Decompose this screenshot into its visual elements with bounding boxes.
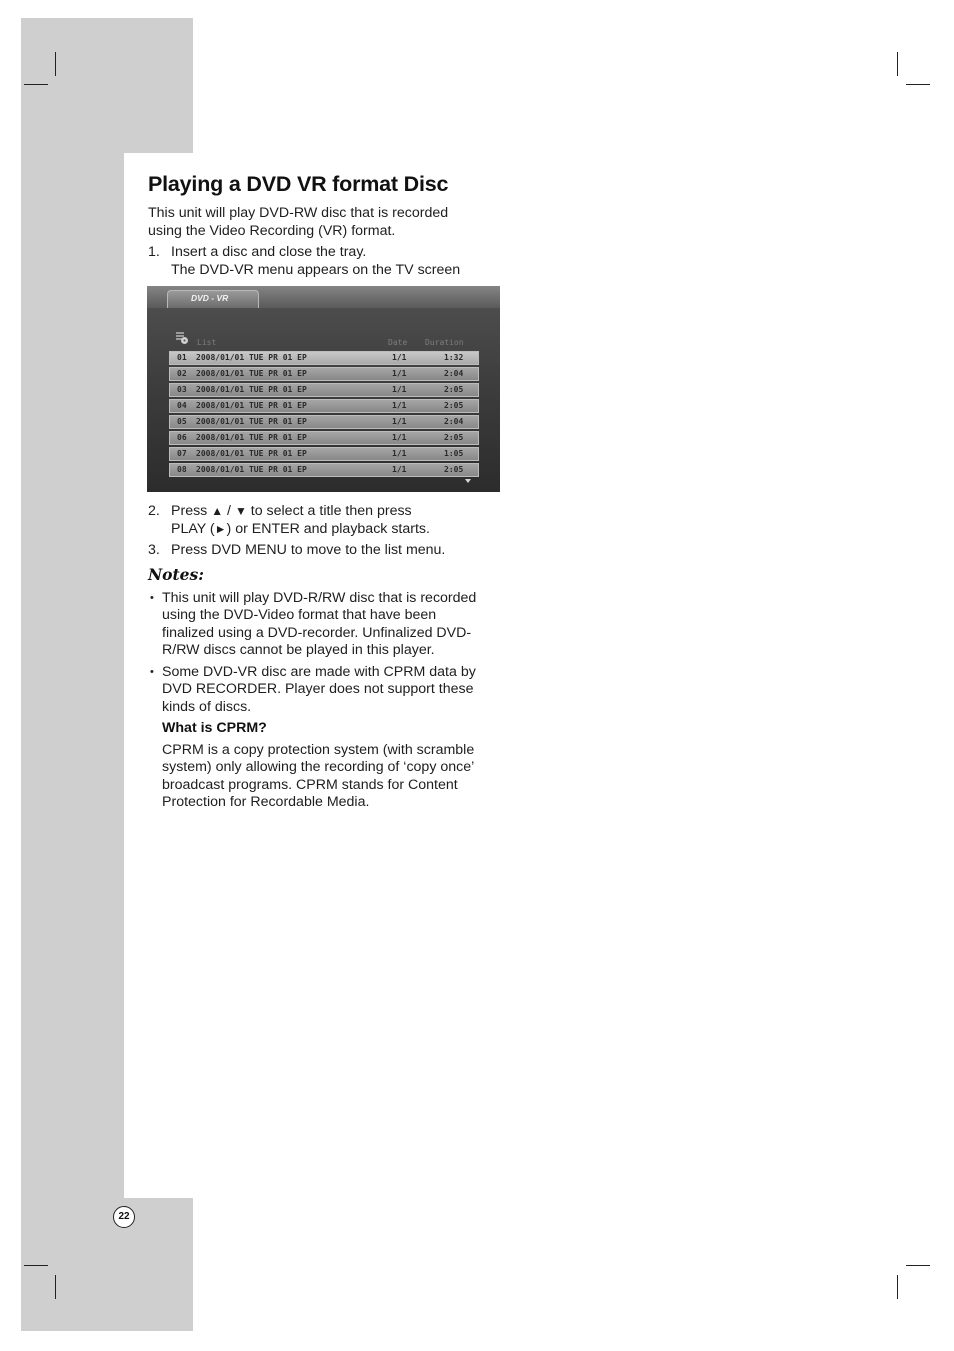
- step-line: [171, 521, 430, 539]
- row-duration: 2:04: [444, 417, 464, 426]
- step-text: to select a title then press: [246, 503, 412, 519]
- title-row[interactable]: [169, 463, 479, 477]
- note-line: Some DVD-VR disc are made with CPRM data by: [162, 664, 476, 680]
- crop-mark: [55, 1275, 56, 1299]
- duration-header: Duration: [425, 338, 464, 347]
- cprm-line: system) only allowing the recording of ‘copy once’: [162, 759, 475, 776]
- row-number: 06: [177, 433, 187, 442]
- row-title: 2008/01/01 TUE PR 01 EP: [196, 465, 307, 474]
- row-title: 2008/01/01 TUE PR 01 EP: [196, 433, 307, 442]
- disc-list-icon: [175, 331, 189, 345]
- down-arrow-icon: ▼: [234, 504, 247, 518]
- menu-tab-label: DVD - VR: [191, 293, 229, 303]
- cprm-paragraph: [162, 742, 474, 811]
- title-row[interactable]: [169, 351, 479, 365]
- crop-mark: [897, 1275, 898, 1299]
- crop-mark: [24, 1265, 48, 1266]
- bullet-icon: •: [150, 592, 154, 604]
- step-line: [171, 503, 430, 521]
- step-text: ) or ENTER and playback starts.: [226, 520, 430, 537]
- crop-mark: [906, 84, 930, 85]
- crop-mark: [24, 84, 48, 85]
- row-duration: 2:05: [444, 385, 464, 394]
- margin-band-top: [21, 18, 193, 153]
- title-row[interactable]: [169, 431, 479, 445]
- row-date: 1/1: [392, 465, 407, 474]
- row-duration: 2:05: [444, 465, 464, 474]
- step-text: PLAY (: [171, 520, 215, 537]
- margin-band-side: [21, 153, 124, 1198]
- up-arrow-icon: ▲: [211, 504, 224, 518]
- cprm-heading: What is CPRM?: [162, 720, 267, 736]
- row-title: 2008/01/01 TUE PR 01 EP: [196, 401, 307, 410]
- row-number: 05: [177, 417, 187, 426]
- row-date: 1/1: [392, 385, 407, 394]
- page-title: Playing a DVD VR format Disc: [148, 172, 449, 196]
- step-line: The DVD-VR menu appears on the TV screen: [171, 261, 461, 278]
- play-icon: ►: [214, 521, 227, 536]
- title-row[interactable]: [169, 383, 479, 397]
- step-line: Press DVD MENU to move to the list menu.: [171, 542, 446, 558]
- crop-mark: [897, 52, 898, 76]
- note-line: R/RW discs cannot be played in this player.: [162, 641, 435, 658]
- notes-heading: Notes:: [148, 565, 204, 584]
- crop-mark: [906, 1265, 930, 1266]
- intro-paragraph: [148, 205, 448, 240]
- row-title: 2008/01/01 TUE PR 01 EP: [196, 353, 307, 362]
- row-date: 1/1: [392, 433, 407, 442]
- note-line: using the DVD-Video format that have been: [162, 607, 437, 624]
- scroll-down-arrow-icon: [465, 479, 471, 483]
- row-title: 2008/01/01 TUE PR 01 EP: [196, 449, 307, 458]
- row-title: 2008/01/01 TUE PR 01 EP: [196, 385, 307, 394]
- date-header: Date: [388, 338, 408, 347]
- row-number: 07: [177, 449, 187, 458]
- row-title: 2008/01/01 TUE PR 01 EP: [196, 417, 307, 426]
- cprm-line: broadcast programs. CPRM stands for Content: [162, 776, 458, 793]
- row-duration: 2:05: [444, 433, 464, 442]
- note-line: finalized using a DVD-recorder. Unfinalized DVD-: [162, 624, 472, 641]
- row-duration: 1:05: [444, 449, 464, 458]
- cprm-line: Protection for Recordable Media.: [162, 793, 370, 810]
- intro-line: This unit will play DVD-RW disc that is recorded: [148, 205, 449, 221]
- step-text: /: [223, 503, 235, 519]
- note-line: kinds of discs.: [162, 698, 252, 715]
- row-date: 1/1: [392, 449, 407, 458]
- row-duration: 1:32: [444, 353, 464, 362]
- page-number: 22: [113, 1206, 135, 1228]
- row-number: 03: [177, 385, 187, 394]
- cprm-line: CPRM is a copy protection system (with scramble: [162, 742, 475, 758]
- row-duration: 2:04: [444, 369, 464, 378]
- row-date: 1/1: [392, 353, 407, 362]
- row-number: 04: [177, 401, 187, 410]
- row-title: 2008/01/01 TUE PR 01 EP: [196, 369, 307, 378]
- step-number: 3.: [148, 542, 160, 558]
- row-number: 08: [177, 465, 187, 474]
- list-header: List: [197, 338, 217, 347]
- row-date: 1/1: [392, 401, 407, 410]
- title-row[interactable]: [169, 367, 479, 381]
- crop-mark: [55, 52, 56, 76]
- title-row[interactable]: [169, 399, 479, 413]
- row-date: 1/1: [392, 369, 407, 378]
- title-row[interactable]: [169, 415, 479, 429]
- step-line: Insert a disc and close the tray.: [171, 244, 367, 260]
- row-number: 01: [177, 353, 187, 362]
- note-line: DVD RECORDER. Player does not support these: [162, 681, 474, 698]
- note-line: This unit will play DVD-R/RW disc that is recorded: [162, 590, 477, 606]
- dvd-vr-menu-screenshot: [147, 286, 500, 492]
- row-date: 1/1: [392, 417, 407, 426]
- step-text: Press: [171, 503, 212, 519]
- bullet-icon: •: [150, 666, 154, 678]
- row-duration: 2:05: [444, 401, 464, 410]
- title-row[interactable]: [169, 447, 479, 461]
- row-number: 02: [177, 369, 187, 378]
- step-number: 1.: [148, 244, 160, 260]
- step-number: 2.: [148, 503, 160, 519]
- intro-line: using the Video Recording (VR) format.: [148, 222, 396, 239]
